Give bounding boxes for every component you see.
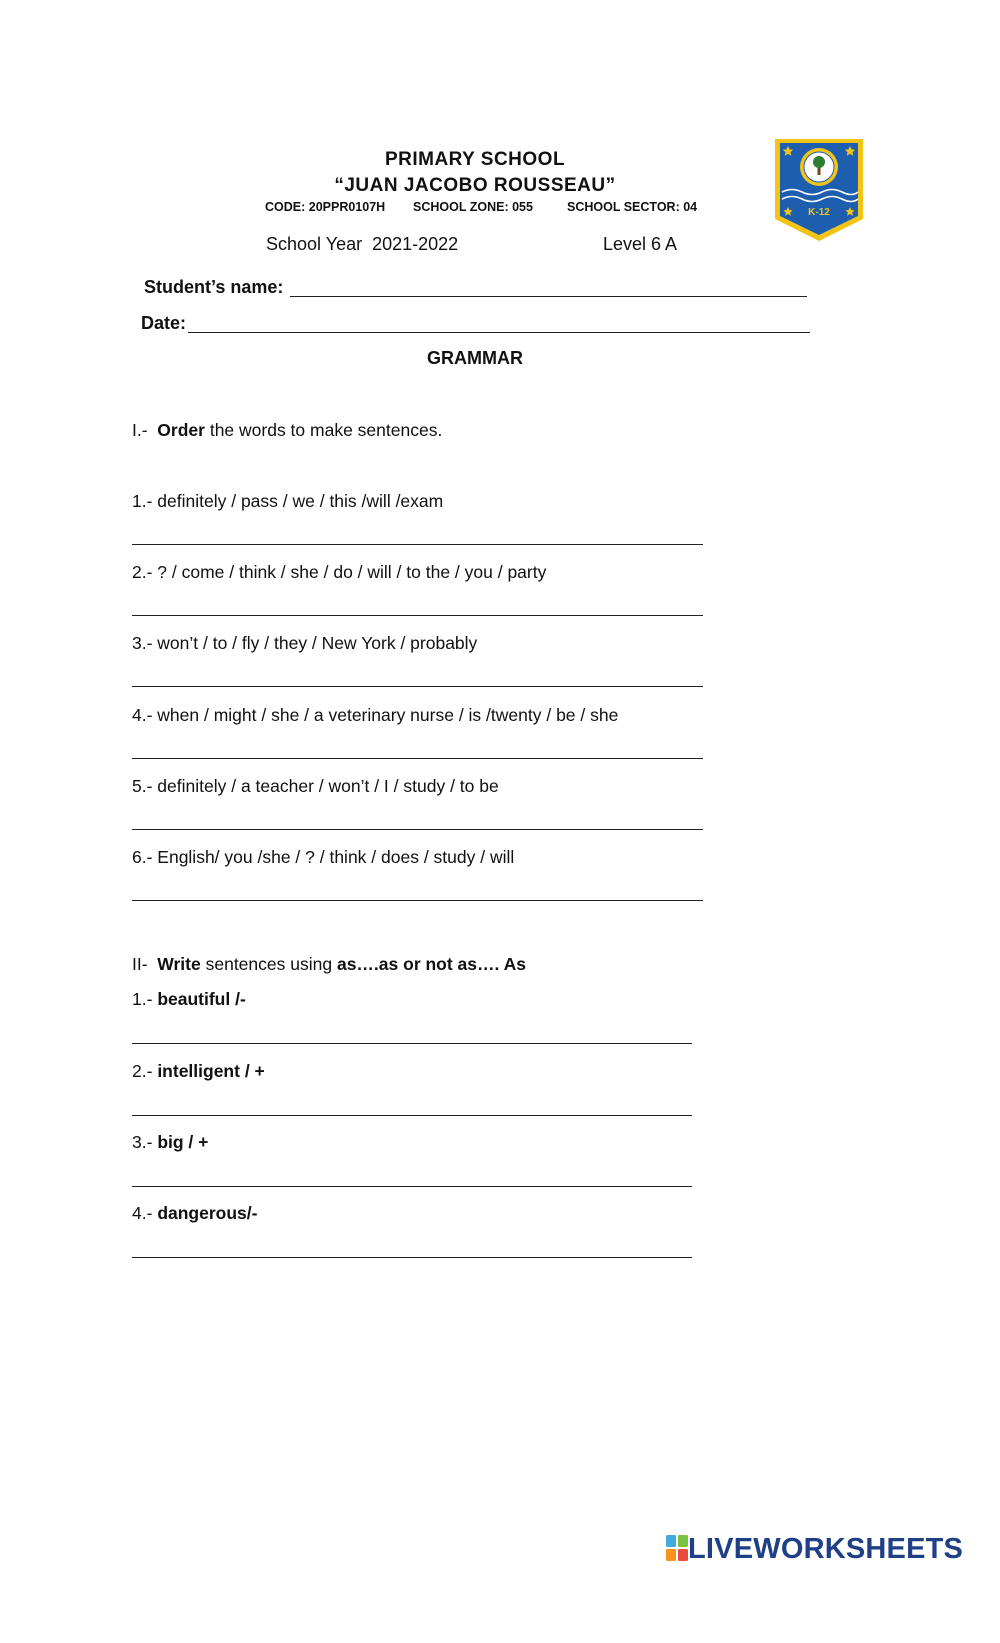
part2-item-3 — [132, 1132, 208, 1153]
part2-item-number: 4.- — [132, 1203, 153, 1223]
part2-answer-line-3[interactable] — [132, 1186, 692, 1187]
part1-item-3: 3.- won’t / to / fly / they / New York / probably — [132, 633, 478, 653]
level-label: Level 6 A — [603, 234, 678, 254]
part2-item-word: intelligent / + — [157, 1061, 265, 1081]
part2-middle: sentences using — [205, 954, 333, 974]
brand-name: LIVEWORKSHEETS — [688, 1533, 964, 1565]
part2-keyword: Write — [157, 954, 201, 974]
part2-answer-line-4[interactable] — [132, 1257, 692, 1258]
student-name-field[interactable] — [290, 296, 807, 297]
part2-item-number: 3.- — [132, 1132, 153, 1152]
part1-item-1: 1.- definitely / pass / we / this /will /exam — [132, 491, 444, 511]
part2-item-number: 2.- — [132, 1061, 153, 1081]
part2-item-4 — [132, 1203, 257, 1224]
part1-item-4: 4.- when / might / she / a veterinary nurse / is /twenty / be / she — [132, 705, 619, 725]
part2-item-word: beautiful /- — [157, 989, 246, 1009]
part1-answer-line-5[interactable] — [132, 829, 703, 830]
liveworksheets-logo-icon — [666, 1535, 688, 1561]
part1-rest: the words to make sentences. — [209, 420, 443, 440]
school-crest — [772, 137, 866, 243]
part1-item-2: 2.- ? / come / think / she / do / will / to the / you / party — [132, 562, 547, 582]
part1-number: I.- — [132, 420, 148, 440]
part2-answer-line-2[interactable] — [132, 1115, 692, 1116]
school-zone: SCHOOL ZONE: 055 — [413, 200, 533, 214]
school-year-row — [266, 234, 458, 255]
date-label: Date: — [141, 313, 187, 333]
school-name-heading: “JUAN JACOBO ROUSSEAU” — [334, 175, 616, 196]
student-name-label: Student’s name: — [144, 277, 284, 297]
part2-pattern: as….as or not as…. As — [336, 954, 526, 974]
part2-item-word: dangerous/- — [157, 1203, 258, 1223]
school-year-label: School Year — [266, 234, 363, 254]
part1-instruction — [132, 420, 442, 441]
part2-item-word: big / + — [157, 1132, 209, 1152]
date-field[interactable] — [188, 332, 810, 333]
part1-answer-line-2[interactable] — [132, 615, 703, 616]
part2-item-2 — [132, 1061, 265, 1082]
part2-answer-line-1[interactable] — [132, 1043, 692, 1044]
school-year-value: 2021-2022 — [372, 234, 459, 254]
part2-item-1 — [132, 989, 246, 1010]
part1-keyword: Order — [157, 420, 205, 440]
crest-label: K-12 — [808, 207, 830, 218]
part1-answer-line-3[interactable] — [132, 686, 703, 687]
part1-answer-line-1[interactable] — [132, 544, 703, 545]
school-code: CODE: 20PPR0107H — [265, 200, 386, 214]
part2-number: II- — [132, 954, 148, 974]
part1-answer-line-4[interactable] — [132, 758, 703, 759]
school-sector: SCHOOL SECTOR: 04 — [567, 200, 698, 214]
part2-item-number: 1.- — [132, 989, 153, 1009]
liveworksheets-brand[interactable] — [666, 1533, 963, 1566]
part1-item-5: 5.- definitely / a teacher / won’t / I / study / to be — [132, 776, 499, 796]
section-title: GRAMMAR — [427, 348, 523, 368]
school-type-heading: PRIMARY SCHOOL — [384, 149, 566, 170]
part1-item-6: 6.- English/ you /she / ? / think / does / study / will — [132, 847, 515, 867]
crest-shield-icon — [772, 137, 866, 243]
part2-instruction — [132, 954, 526, 975]
part1-answer-line-6[interactable] — [132, 900, 703, 901]
